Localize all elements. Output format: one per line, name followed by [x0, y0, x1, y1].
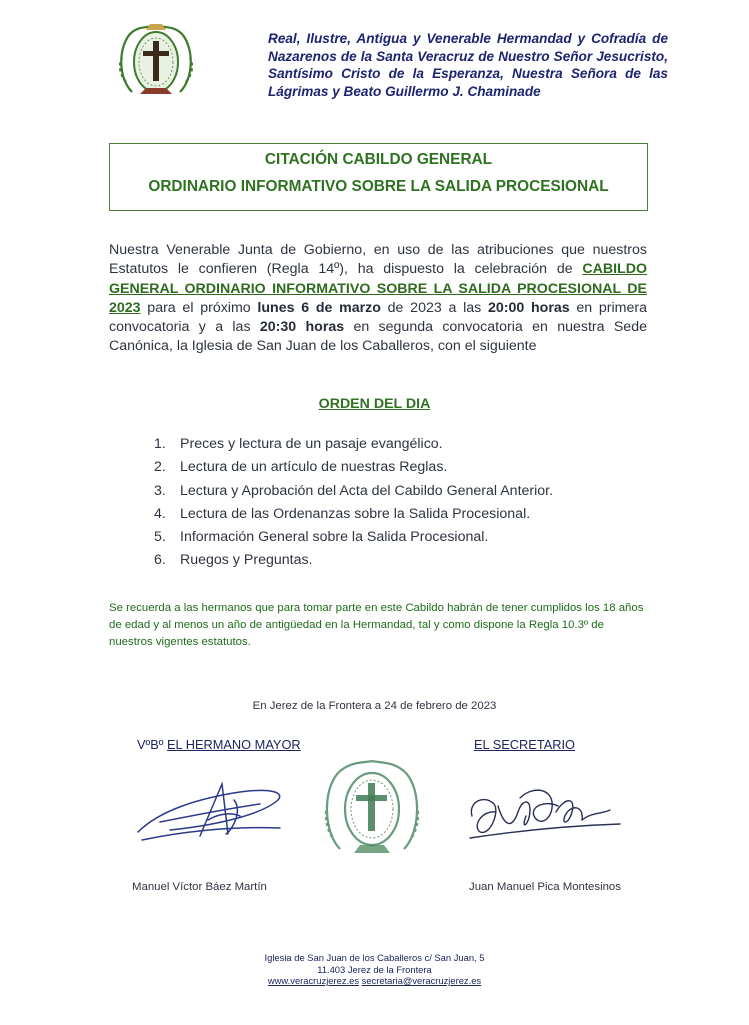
agenda-item-text: Lectura de un artículo de nuestras Reglas.	[180, 459, 448, 476]
brotherhood-name: Real, Ilustre, Antigua y Venerable Hermandad y Cofradía de Nazarenos de la Santa Veracruz de Nuestro Señor Jesucristo, Santísimo Cristo de la Esperanza, Nuestra Señora de las Lágrimas y Beato Guillermo J. Chaminade	[268, 31, 668, 99]
agenda-item-text: Ruegos y Preguntas.	[180, 552, 313, 569]
intro-text-1: Nuestra Venerable Junta de Gobierno, en uso de las atribuciones que nuestros Estatutos le confieren (Regla 14º), ha dispuesto la celebración de	[109, 242, 647, 278]
first-call-time: 20:00 horas	[487, 299, 570, 316]
agenda-item-number: 2.	[154, 459, 166, 476]
mayor-title: EL HERMANO MAYOR	[166, 737, 301, 752]
intro-paragraph	[109, 241, 647, 357]
agenda-item-number: 1.	[154, 436, 166, 452]
agenda-title: ORDEN DEL DIA	[318, 396, 431, 412]
brotherhood-crest-icon	[112, 22, 200, 102]
footer-address-line1: Iglesia de San Juan de los Caballeros c/ San Juan, 5	[264, 952, 485, 963]
footer	[0, 952, 749, 987]
footer-contacts	[0, 975, 749, 987]
agenda-item	[154, 434, 553, 457]
reminder-note: Se recuerda a las hermanos que para tomar parte en este Cabildo habrán de tener cumplidos los 18 años de edad y al menos un año de antigüedad en la Hermandad, tal y como dispone la Regla 10.3º de nuestros vigentes estatutos.	[109, 602, 644, 648]
mayor-name: Manuel Víctor Báez Martín	[132, 881, 267, 893]
agenda-item-number: 6.	[154, 552, 166, 569]
seal-stamp-icon	[318, 757, 426, 863]
agenda-item-text: Información General sobre la Salida Procesional.	[180, 529, 489, 546]
agenda-item-number: 5.	[154, 529, 166, 546]
footer-address-line2: 11.403 Jerez de la Frontera	[317, 963, 432, 975]
second-call-time: 20:30 horas	[259, 319, 345, 336]
meeting-date: lunes 6 de marzo	[257, 299, 381, 316]
agenda-item-text: Lectura y Aprobación del Acta del Cabildo General Anterior.	[180, 482, 554, 499]
agenda-item-text: Lectura de las Ordenanzas sobre la Salida Procesional.	[180, 505, 531, 522]
agenda-item-text: Preces y lectura de un pasaje evangélico.	[180, 436, 443, 452]
date-line: En Jerez de la Frontera a 24 de febrero de 2023	[252, 700, 497, 712]
agenda-item	[154, 504, 553, 527]
title-box	[109, 143, 648, 211]
secretary-signature	[460, 776, 630, 856]
approval-prefix: VºBº	[137, 737, 167, 752]
intro-text-2: para el próximo	[140, 299, 258, 316]
intro-text-3: de 2023 a las	[380, 299, 488, 316]
agenda-list	[154, 434, 553, 574]
email-link[interactable]: secretaria@veracruzjerez.es	[361, 975, 482, 986]
agenda-item	[154, 527, 553, 550]
intro-highlight: CABILDO GENERAL ORDINARIO INFORMATIVO SOBRE LA SALIDA PROCESIONAL DE 2023	[109, 261, 647, 316]
agenda-item-number: 3.	[154, 482, 166, 499]
intro-text-4: en primera convocatoria y a las	[109, 299, 648, 336]
agenda-item-number: 4.	[154, 505, 166, 522]
document-title-line1: CITACIÓN CABILDO GENERAL	[264, 151, 493, 168]
agenda-item	[154, 457, 553, 480]
mayor-label	[137, 737, 301, 752]
agenda-item	[154, 550, 553, 573]
agenda-item	[154, 481, 553, 504]
website-link[interactable]: www.veracruzjerez.es	[267, 975, 360, 986]
secretary-label: EL SECRETARIO	[474, 737, 575, 752]
mayor-signature	[130, 770, 290, 850]
secretary-name: Juan Manuel Pica Montesinos	[469, 881, 621, 893]
intro-text-5: en segunda convocatoria en nuestra Sede Canónica, la Iglesia de San Juan de los Caballeros, con el siguiente	[109, 319, 647, 355]
document-title-line2: ORDINARIO INFORMATIVO SOBRE LA SALIDA PROCESIONAL	[148, 178, 609, 195]
